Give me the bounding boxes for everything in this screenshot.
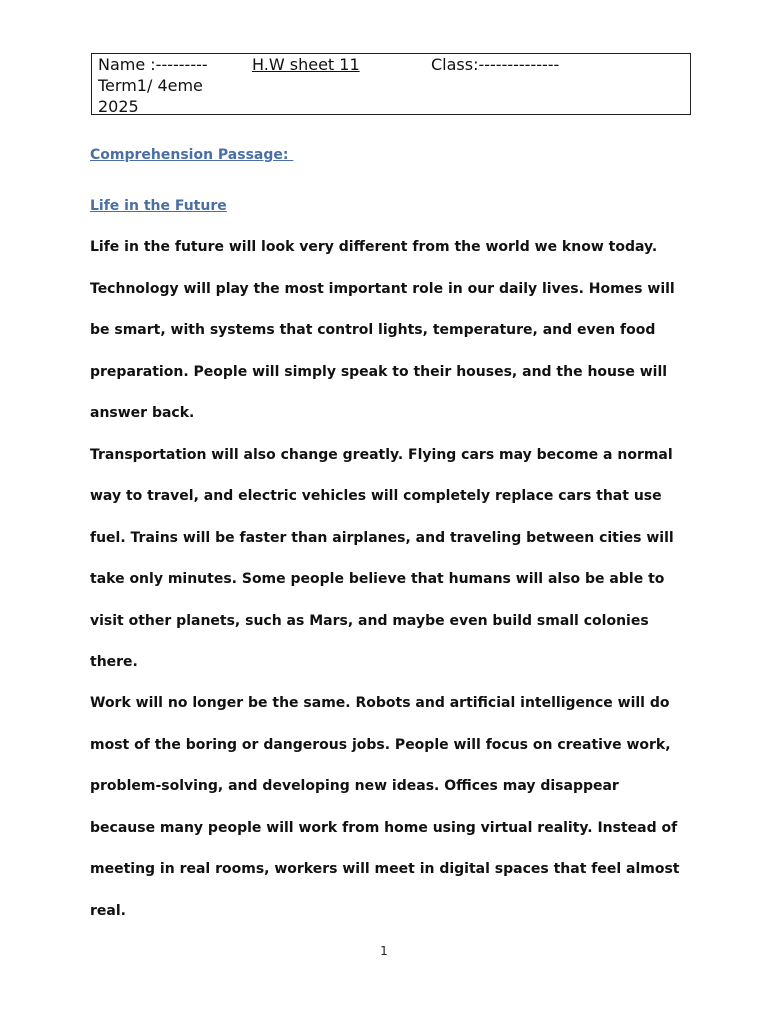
passage-line: answer back. xyxy=(90,405,195,421)
passage-line: most of the boring or dangerous jobs. People will focus on creative work, xyxy=(90,737,671,753)
passage-line: meeting in real rooms, workers will meet in digital spaces that feel almost xyxy=(90,861,680,877)
passage-line: Work will no longer be the same. Robots and artificial intelligence will do xyxy=(90,695,670,711)
passage-line: there. xyxy=(90,654,138,670)
passage-line: Transportation will also change greatly. Flying cars may become a normal xyxy=(90,447,673,463)
passage-title: Life in the Future xyxy=(90,198,227,214)
passage-line: be smart, with systems that control lights, temperature, and even food xyxy=(90,322,656,338)
passage-line: problem-solving, and developing new ideas. Offices may disappear xyxy=(90,778,619,794)
sheet-title: H.W sheet 11 xyxy=(252,55,360,74)
passage-line: visit other planets, such as Mars, and maybe even build small colonies xyxy=(90,613,649,629)
passage-line: real. xyxy=(90,903,126,919)
passage-line: because many people will work from home using virtual reality. Instead of xyxy=(90,820,678,836)
passage-line: way to travel, and electric vehicles will completely replace cars that use xyxy=(90,488,662,504)
year-label: 2025 xyxy=(98,97,139,116)
page-number: 1 xyxy=(380,944,388,958)
section-heading: Comprehension Passage: xyxy=(90,147,294,163)
passage-line: take only minutes. Some people believe that humans will also be able to xyxy=(90,571,665,587)
passage-line: Technology will play the most important role in our daily lives. Homes will xyxy=(90,281,675,297)
header-left-block xyxy=(98,54,248,117)
term-label: Term1/ 4eme xyxy=(98,76,203,95)
passage-line: preparation. People will simply speak to their houses, and the house will xyxy=(90,364,668,380)
header-box xyxy=(91,53,691,115)
passage-line: fuel. Trains will be faster than airplanes, and traveling between cities will xyxy=(90,530,674,546)
class-field-label: Class:-------------- xyxy=(431,55,560,74)
passage-line: Life in the future will look very different from the world we know today. xyxy=(90,239,658,255)
name-field-label: Name :--------- xyxy=(98,55,208,74)
